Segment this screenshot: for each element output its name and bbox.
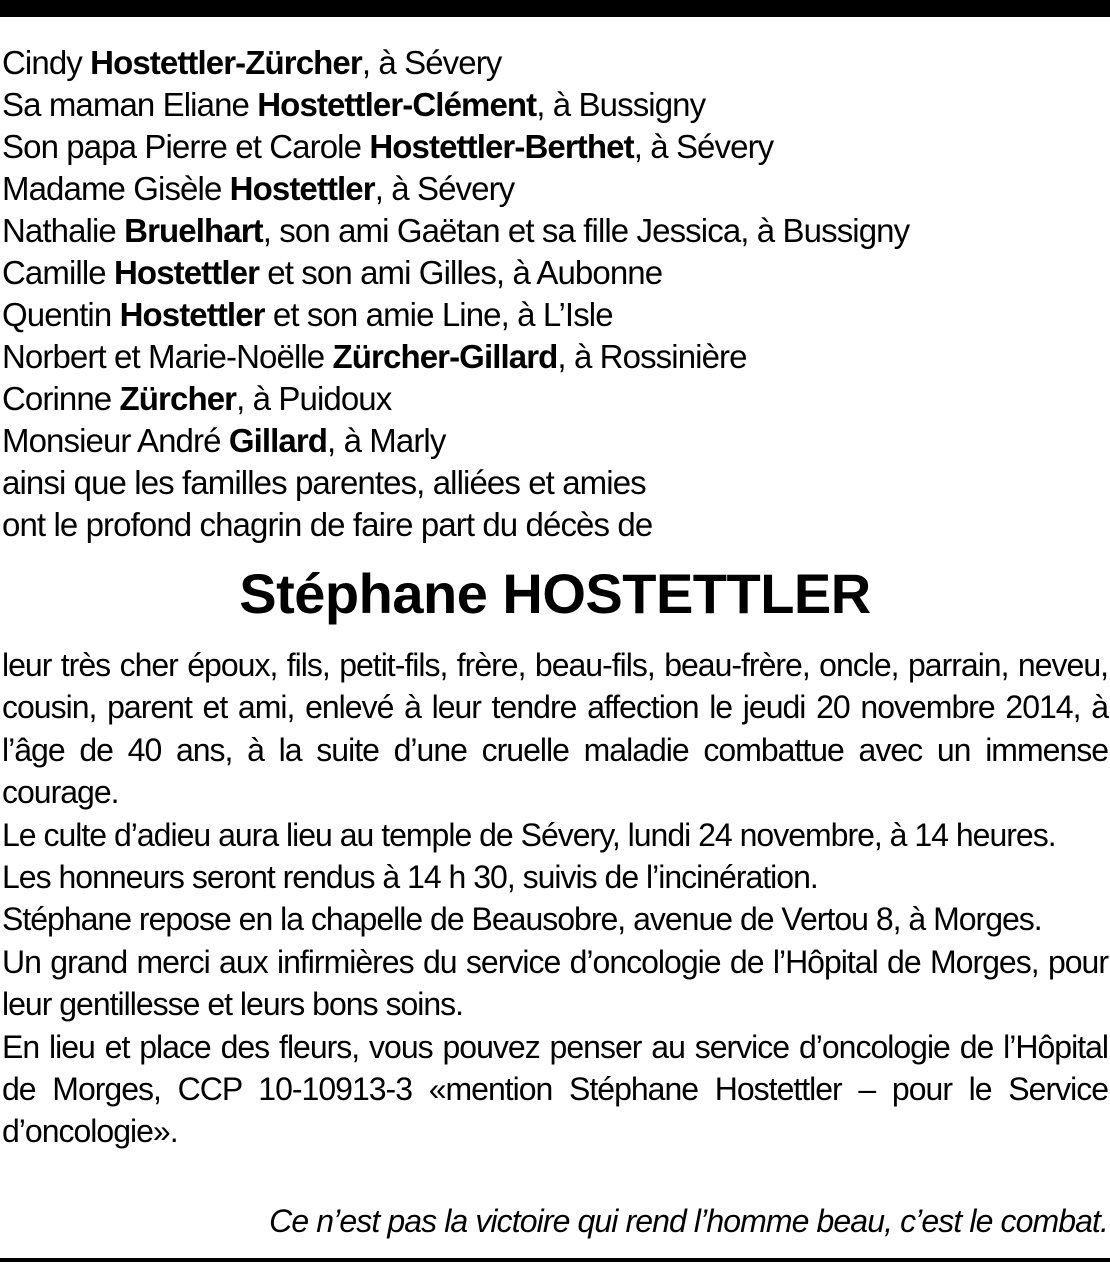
family-surname: Zürcher [119, 380, 237, 417]
family-surname: Hostettler [114, 254, 260, 291]
family-line: Son papa Pierre et Carole Hostettler-Berthet, à Sévery [2, 128, 774, 165]
family-line: Sa maman Eliane Hostettler-Clément, à Bussigny [2, 86, 706, 123]
family-line: Norbert et Marie-Noëlle Zürcher-Gillard, à Rossinière [2, 338, 747, 375]
family-line: ainsi que les familles parentes, alliées et amies [2, 464, 646, 501]
family-line: Cindy Hostettler-Zürcher, à Sévery [2, 44, 502, 81]
announcement-body [2, 644, 1108, 1153]
family-surname: Hostettler-Zürcher [90, 44, 362, 81]
body-paragraph: Un grand merci aux infirmières du service d’oncologie de l’Hôpital de Morges, pour leur gentillesse et leurs bons soins. [2, 943, 1108, 1023]
family-surname: Hostettler [229, 170, 375, 207]
deceased-name: Stéphane HOSTETTLER [239, 562, 871, 625]
family-line: Corinne Zürcher, à Puidoux [2, 380, 392, 417]
family-surname: Hostettler [119, 296, 265, 333]
family-line: Nathalie Bruelhart, son ami Gaëtan et sa fille Jessica, à Bussigny [2, 212, 910, 249]
body-paragraph: En lieu et place des fleurs, vous pouvez penser au service d’oncologie de l’Hôpital de Morges, CCP 10-10913-3 «mention Stéphane Hostettler – pour le Service d’oncologie». [2, 1028, 1108, 1150]
family-line: Monsieur André Gillard, à Marly [2, 422, 446, 459]
family-surname: Zürcher-Gillard [332, 338, 558, 375]
body-paragraph: Le culte d’adieu aura lieu au temple de Sévery, lundi 24 novembre, à 14 heures. [2, 816, 1056, 853]
body-paragraph: leur très cher époux, fils, petit-fils, frère, beau-fils, beau-frère, oncle, parrain, neveu, cousin, parent et ami, enlevé à leur tendre affection le jeudi 20 novembre 2014, à l’âge de 40 ans, à la suite d’une cruelle maladie combattue avec un immense courage. [2, 647, 1108, 811]
family-list [2, 42, 1108, 546]
family-line: Camille Hostettler et son ami Gilles, à Aubonne [2, 254, 663, 291]
family-line: ont le profond chagrin de faire part du décès de [2, 506, 653, 543]
bottom-border-rule [0, 1258, 1110, 1262]
family-line: Quentin Hostettler et son amie Line, à L’Isle [2, 296, 613, 333]
family-surname: Bruelhart [124, 212, 263, 249]
family-surname: Hostettler-Clément [257, 86, 537, 123]
top-border-rule [0, 0, 1110, 17]
body-paragraph: Stéphane repose en la chapelle de Beausobre, avenue de Vertou 8, à Morges. [2, 901, 1042, 938]
closing-quote: Ce n’est pas la victoire qui rend l’homme beau, c’est le combat. [269, 1203, 1108, 1239]
family-surname: Gillard [228, 422, 328, 459]
family-surname: Hostettler-Berthet [369, 128, 634, 165]
body-paragraph: Les honneurs seront rendus à 14 h 30, suivis de l’incinération. [2, 859, 818, 896]
family-line: Madame Gisèle Hostettler, à Sévery [2, 170, 515, 207]
